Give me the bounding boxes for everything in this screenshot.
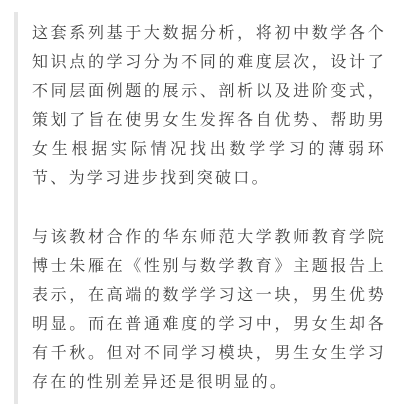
article-blockquote <box>14 12 386 404</box>
paragraph-expert-statement: 与该教材合作的华东师范大学教师教育学院博士朱雁在《性别与数学教育》主题报告上表示，在高端的数学学习这一块，男生优势明显。而在普通难度的学习中，男女生却各有千秋。但对不同学习模块，男生女生学习存在的性别差异还是很明显的。 <box>32 227 386 391</box>
quote-body <box>32 18 386 396</box>
quote-bar <box>14 12 18 404</box>
paragraph-series-description: 这套系列基于大数据分析，将初中数学各个知识点的学习分为不同的难度层次，设计了不同层面例题的展示、剖析以及进阶变式，策划了旨在使男女生发挥各自优势、帮助男女生根据实际情况找出数学学习的薄弱环节、为学习进步找到突破口。 <box>32 23 386 187</box>
